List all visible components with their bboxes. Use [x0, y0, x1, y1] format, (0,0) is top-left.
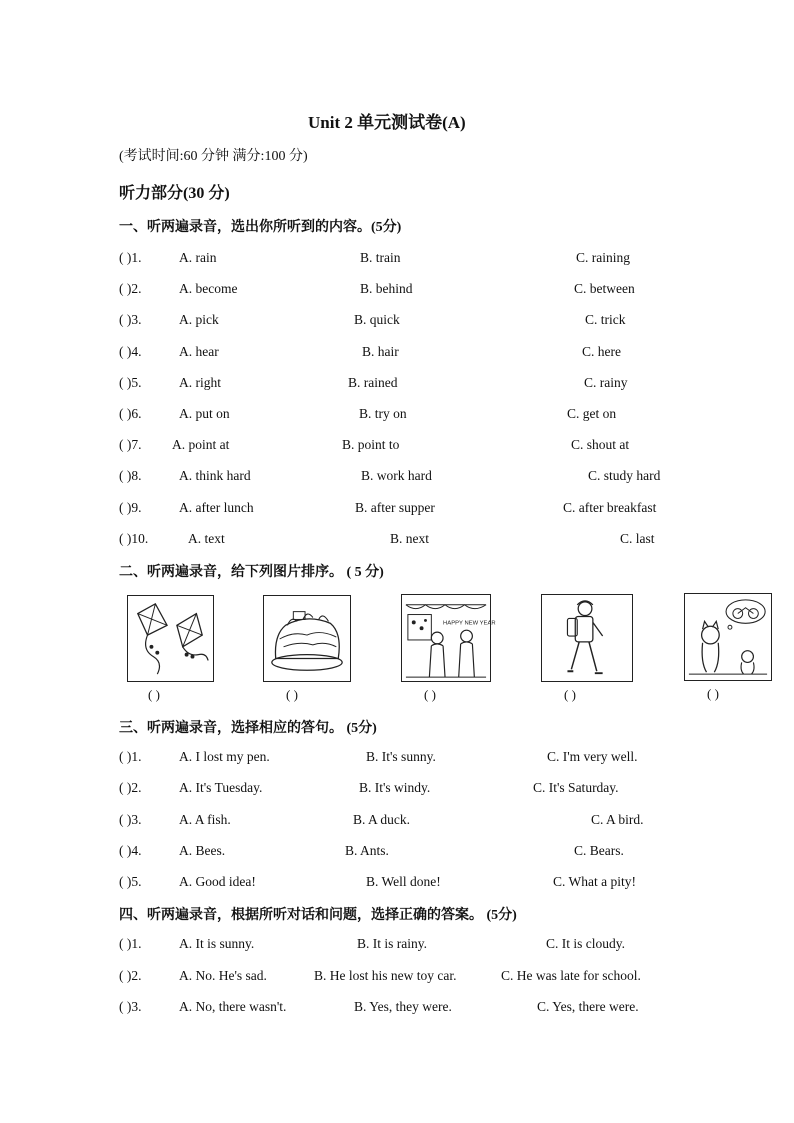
section-2-heading: 二、听两遍录音，给下列图片排序。 ( 5 分): [119, 565, 384, 580]
cat-mouse-picture: [684, 593, 772, 681]
option-b: B. try on: [359, 406, 407, 421]
option-a: A. Bees.: [179, 843, 226, 858]
exam-info: (考试时间:60 分钟 满分:100 分): [119, 149, 308, 164]
answer-blank[interactable]: ( )5.: [119, 375, 142, 390]
option-b: B. rained: [348, 375, 398, 390]
option-c: C. It is cloudy.: [546, 936, 625, 951]
option-a: A. pick: [179, 312, 219, 327]
option-c: C. Bears.: [574, 843, 624, 858]
order-blank[interactable]: ( ): [424, 687, 436, 702]
option-a: A. point at: [172, 437, 230, 452]
order-blank[interactable]: ( ): [286, 687, 298, 702]
option-a: A. No, there wasn't.: [179, 999, 287, 1014]
banner-text: HAPPY NEW YEAR: [443, 620, 496, 627]
walking-boy-icon: [542, 595, 632, 681]
order-blank[interactable]: ( ): [564, 687, 576, 702]
option-a: A. after lunch: [179, 500, 254, 515]
option-a: A. It is sunny.: [179, 936, 255, 951]
answer-blank[interactable]: ( )7.: [119, 437, 142, 452]
answer-blank[interactable]: ( )5.: [119, 874, 142, 889]
option-a: A. right: [179, 375, 221, 390]
option-a: A. become: [179, 281, 238, 296]
answer-blank[interactable]: ( )1.: [119, 250, 142, 265]
option-c: C. A bird.: [591, 812, 644, 827]
option-c: C. raining: [576, 250, 630, 265]
answer-blank[interactable]: ( )10.: [119, 531, 149, 546]
part-title: 听力部分(30 分): [119, 185, 230, 202]
option-c: C. study hard: [588, 468, 661, 483]
order-blank[interactable]: ( ): [148, 687, 160, 702]
answer-blank[interactable]: ( )8.: [119, 468, 142, 483]
option-c: C. between: [574, 281, 635, 296]
option-c: C. It's Saturday.: [533, 780, 619, 795]
page-title: Unit 2 单元测试卷(A): [308, 113, 466, 132]
answer-blank[interactable]: ( )6.: [119, 406, 142, 421]
boy-picture: [541, 594, 633, 682]
option-a: A. text: [188, 531, 225, 546]
option-c: C. He was late for school.: [501, 968, 641, 983]
option-b: B. A duck.: [353, 812, 411, 827]
option-a: A. It's Tuesday.: [179, 780, 263, 795]
option-a: A. A fish.: [179, 812, 231, 827]
option-b: B. work hard: [361, 468, 432, 483]
option-a: A. put on: [179, 406, 230, 421]
answer-blank[interactable]: ( )3.: [119, 812, 142, 827]
new-year-party-icon: [402, 595, 496, 681]
option-b: B. next: [390, 531, 429, 546]
cake-picture: [263, 595, 351, 682]
section-3-heading: 三、听两遍录音，选择相应的答句。 (5分): [119, 721, 377, 736]
party-picture: [401, 594, 496, 682]
kite-icon: [128, 596, 213, 681]
section-4-heading: 四、听两遍录音，根据所听对话和问题，选择正确的答案。 (5分): [119, 908, 517, 923]
answer-blank[interactable]: ( )4.: [119, 843, 142, 858]
cat-mouse-bike-icon: [685, 594, 771, 680]
option-b: B. It's sunny.: [366, 749, 436, 764]
option-b: B. hair: [362, 344, 399, 359]
option-a: A. think hard: [179, 468, 251, 483]
answer-blank[interactable]: ( )2.: [119, 780, 142, 795]
option-c: C. I'm very well.: [547, 749, 638, 764]
option-c: C. Yes, there were.: [537, 999, 639, 1014]
kite-picture: [127, 595, 214, 682]
option-c: C. get on: [567, 406, 617, 421]
option-c: C. here: [582, 344, 621, 359]
option-a: A. I lost my pen.: [179, 749, 270, 764]
option-c: C. after breakfast: [563, 500, 657, 515]
option-a: A. hear: [179, 344, 219, 359]
option-a: A. rain: [179, 250, 217, 265]
option-c: C. trick: [585, 312, 626, 327]
option-b: B. quick: [354, 312, 400, 327]
option-b: B. after supper: [355, 500, 435, 515]
answer-blank[interactable]: ( )3.: [119, 999, 142, 1014]
option-a: A. Good idea!: [179, 874, 256, 889]
option-b: B. Ants.: [345, 843, 389, 858]
option-c: C. What a pity!: [553, 874, 636, 889]
option-b: B. Well done!: [366, 874, 441, 889]
answer-blank[interactable]: ( )1.: [119, 936, 142, 951]
order-blank[interactable]: ( ): [707, 686, 719, 701]
option-b: B. It's windy.: [359, 780, 431, 795]
answer-blank[interactable]: ( )1.: [119, 749, 142, 764]
option-a: A. No. He's sad.: [179, 968, 267, 983]
option-b: B. train: [360, 250, 401, 265]
answer-blank[interactable]: ( )2.: [119, 968, 142, 983]
option-b: B. point to: [342, 437, 400, 452]
answer-blank[interactable]: ( )9.: [119, 500, 142, 515]
option-b: B. behind: [360, 281, 413, 296]
option-b: B. It is rainy.: [357, 936, 427, 951]
section-1-heading: 一、听两遍录音，选出你所听到的内容。(5分): [119, 220, 402, 235]
option-b: B. He lost his new toy car.: [314, 968, 457, 983]
cake-icon: [264, 596, 350, 681]
option-c: C. last: [620, 531, 655, 546]
answer-blank[interactable]: ( )4.: [119, 344, 142, 359]
option-c: C. rainy: [584, 375, 628, 390]
answer-blank[interactable]: ( )2.: [119, 281, 142, 296]
answer-blank[interactable]: ( )3.: [119, 312, 142, 327]
option-b: B. Yes, they were.: [354, 999, 452, 1014]
option-c: C. shout at: [571, 437, 630, 452]
